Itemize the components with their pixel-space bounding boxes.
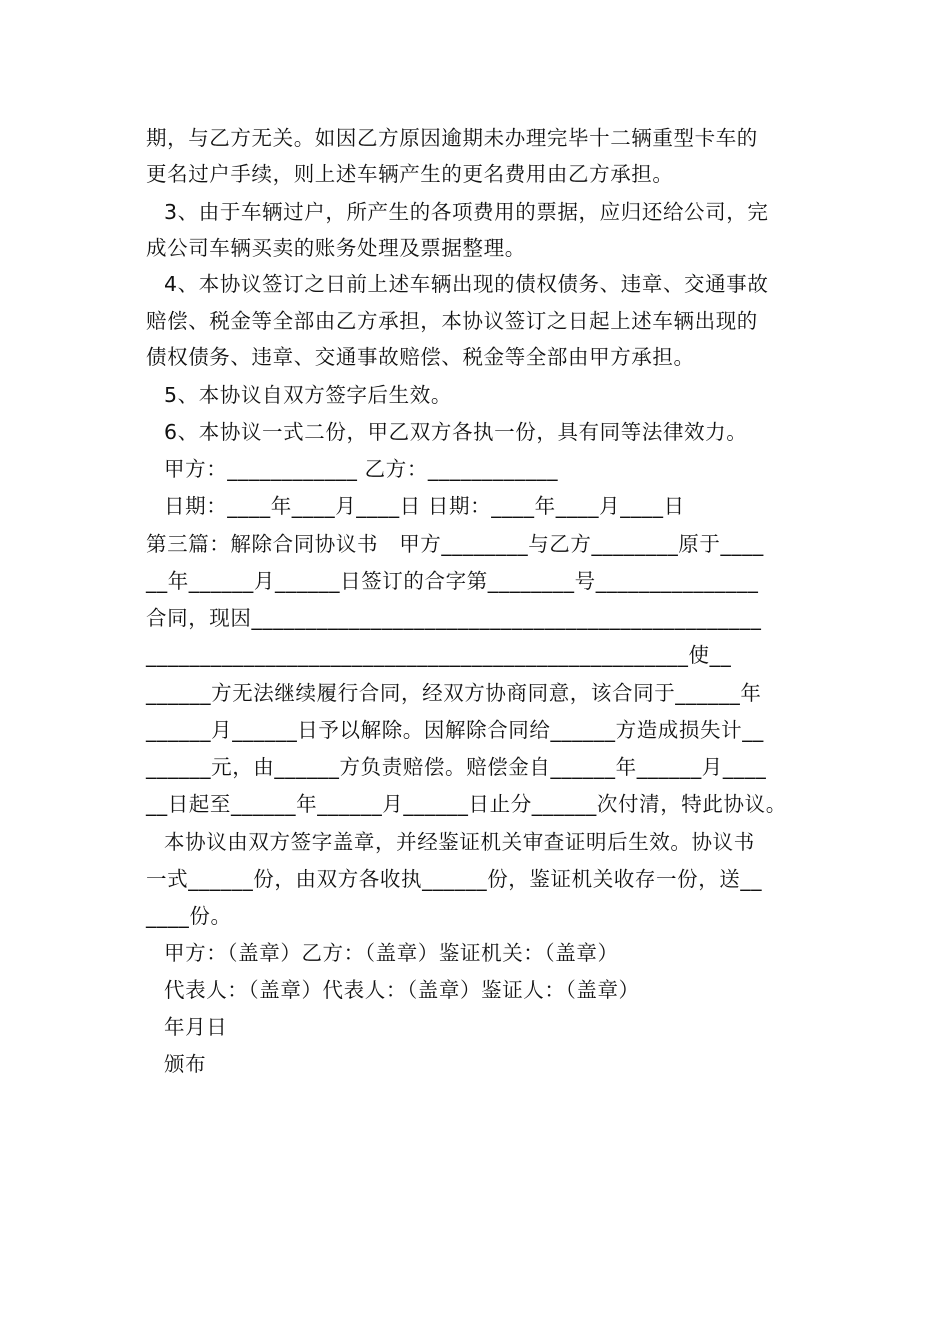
text-line: ______月______日予以解除。因解除合同给______方造成损失计__ xyxy=(146,718,764,742)
text-line: 3、由于车辆过户，所产生的各项费用的票据，应归还给公司，完 xyxy=(164,200,769,224)
text-line: __日起至______年______月______日止分______次付清，特此协议。 xyxy=(146,792,787,816)
signature-line: 甲方：____________ 乙方：____________ xyxy=(164,457,559,481)
date-label: 年月日 xyxy=(164,1015,228,1039)
text-line: ______元，由______方负责赔偿。赔偿金自______年______月____ xyxy=(146,755,767,779)
text-line: 4、本协议签订之日前上述车辆出现的债权债务、违章、交通事故 xyxy=(164,272,769,296)
text-line: 赔偿、税金等全部由乙方承担，本协议签订之日起上述车辆出现的 xyxy=(146,309,758,333)
section-title-line: 第三篇：解除合同协议书 甲方________与乙方________原于____ xyxy=(146,532,764,556)
seal-line: 甲方：（盖章）乙方：（盖章）鉴证机关：（盖章） xyxy=(164,941,619,965)
text-line: ____份。 xyxy=(146,904,232,928)
text-line: __年______月______日签订的合字第________号_______________ xyxy=(146,569,759,593)
issued-label: 颁布 xyxy=(164,1052,207,1076)
text-line: 一式______份，由双方各收执______份，鉴证机关收存一份，送__ xyxy=(146,867,763,891)
text-line: 成公司车辆买卖的账务处理及票据整理。 xyxy=(146,236,526,260)
text-line: 期，与乙方无关。如因乙方原因逾期未办理完毕十二辆重型卡车的 xyxy=(146,126,758,150)
text-line: 5、本协议自双方签字后生效。 xyxy=(164,383,452,407)
text-line: __________________________________________________使__ xyxy=(146,643,732,667)
date-line: 日期：____年____月____日 日期：____年____月____日 xyxy=(164,494,685,518)
text-line: 更名过户手续，则上述车辆产生的更名费用由乙方承担。 xyxy=(146,162,674,186)
text-line: ______方无法继续履行合同，经双方协商同意，该合同于______年 xyxy=(146,681,762,705)
text-line: 债权债务、违章、交通事故赔偿、税金等全部由甲方承担。 xyxy=(146,345,695,369)
seal-line: 代表人：（盖章）代表人：（盖章）鉴证人：（盖章） xyxy=(164,978,640,1002)
text-line: 6、本协议一式二份，甲乙双方各执一份，具有同等法律效力。 xyxy=(164,420,748,444)
text-line: 合同，现因_______________________________________________ xyxy=(146,606,762,630)
text-line: 本协议由双方签字盖章，并经鉴证机关审查证明后生效。协议书 xyxy=(164,830,755,854)
